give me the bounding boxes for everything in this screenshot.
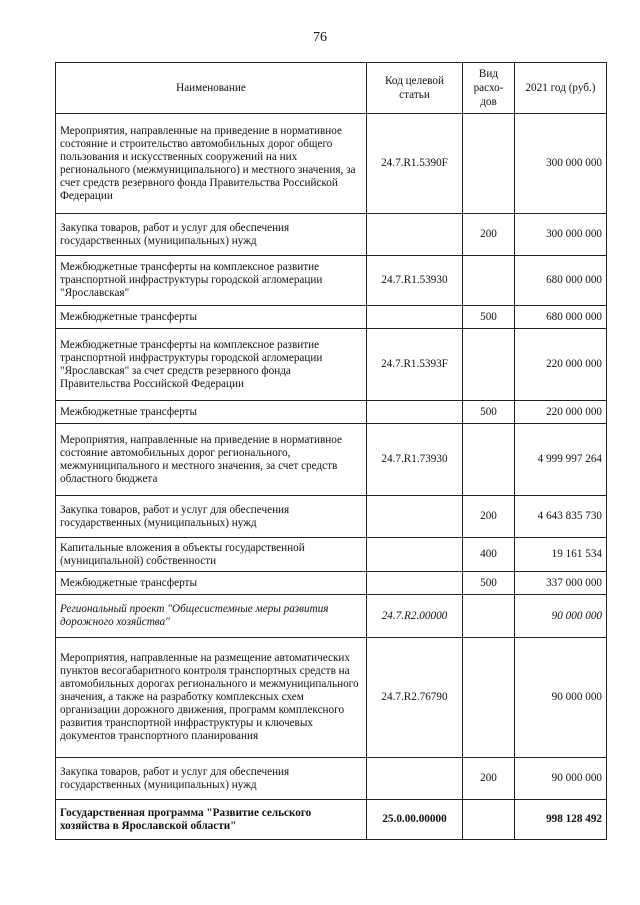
row-name-cell: Мероприятия, направленные на размещение автоматических пунктов весогабаритного контроля транспортных средств на автомобильных дорогах регионального и межмуниципального значения, а также на разработку комплексных схем организации дорожного движения, программ комплексного развития транспортной инфраструктуры и ключевых документов транспортного планирования — [56, 638, 367, 758]
row-sum-cell: 300 000 000 — [515, 214, 607, 256]
row-sum-cell: 90 000 000 — [515, 758, 607, 800]
row-sum-cell: 19 161 534 — [515, 538, 607, 572]
table-row — [56, 401, 607, 424]
header-name: Наименование — [56, 63, 367, 114]
table-row — [56, 595, 607, 638]
row-vid-cell: 500 — [463, 401, 515, 424]
table-row — [56, 306, 607, 329]
row-vid-cell: 400 — [463, 538, 515, 572]
row-sum-cell: 337 000 000 — [515, 572, 607, 595]
row-sum-cell: 4 999 997 264 — [515, 424, 607, 496]
row-sum-cell: 90 000 000 — [515, 638, 607, 758]
row-sum-cell: 4 643 835 730 — [515, 496, 607, 538]
row-name-cell: Региональный проект "Общесистемные меры развития дорожного хозяйства" — [56, 595, 367, 638]
table-row — [56, 800, 607, 840]
table-row — [56, 496, 607, 538]
row-name-cell: Капитальные вложения в объекты государственной (муниципальной) собственности — [56, 538, 367, 572]
table-row — [56, 758, 607, 800]
row-name-cell: Государственная программа "Развитие сельского хозяйства в Ярославской области" — [56, 800, 367, 840]
row-vid-cell — [463, 256, 515, 306]
row-name-cell: Межбюджетные трансферты — [56, 306, 367, 329]
row-code-cell — [367, 758, 463, 800]
budget-table — [55, 62, 607, 840]
row-vid-cell: 200 — [463, 496, 515, 538]
row-sum-cell: 90 000 000 — [515, 595, 607, 638]
table-body — [56, 114, 607, 840]
row-name-cell: Мероприятия, направленные на приведение в нормативное состояние и строительство автомобильных дорог общего пользования и искусственных сооружений на них регионального (межмуниципального) и местного значения, за счет средств резервного фонда Правительства Российской Федерации — [56, 114, 367, 214]
table-row — [56, 424, 607, 496]
row-name-cell: Межбюджетные трансферты на комплексное развитие транспортной инфраструктуры городской агломерации "Ярославская" — [56, 256, 367, 306]
row-sum-cell: 680 000 000 — [515, 256, 607, 306]
row-sum-cell: 680 000 000 — [515, 306, 607, 329]
page-number: 76 — [313, 30, 327, 45]
row-code-cell — [367, 496, 463, 538]
table-row — [56, 572, 607, 595]
row-name-cell: Межбюджетные трансферты — [56, 401, 367, 424]
row-code-cell: 25.0.00.00000 — [367, 800, 463, 840]
row-code-cell: 24.7.R1.53930 — [367, 256, 463, 306]
row-vid-cell: 200 — [463, 214, 515, 256]
row-vid-cell — [463, 638, 515, 758]
row-sum-cell: 220 000 000 — [515, 401, 607, 424]
row-code-cell: 24.7.R1.5393F — [367, 329, 463, 401]
row-vid-cell — [463, 424, 515, 496]
row-sum-cell: 998 128 492 — [515, 800, 607, 840]
table-row — [56, 256, 607, 306]
header-vid: Вид расхо-дов — [463, 63, 515, 114]
row-sum-cell: 220 000 000 — [515, 329, 607, 401]
row-code-cell — [367, 401, 463, 424]
table-row — [56, 114, 607, 214]
row-code-cell — [367, 572, 463, 595]
row-vid-cell — [463, 800, 515, 840]
row-code-cell — [367, 306, 463, 329]
row-code-cell: 24.7.R2.76790 — [367, 638, 463, 758]
row-name-cell: Межбюджетные трансферты на комплексное развитие транспортной инфраструктуры городской агломерации "Ярославская" за счет средств резервного фонда Правительства Российской Федерации — [56, 329, 367, 401]
row-name-cell: Закупка товаров, работ и услуг для обеспечения государственных (муниципальных) нужд — [56, 214, 367, 256]
row-code-cell: 24.7.R2.00000 — [367, 595, 463, 638]
table-header-row — [56, 63, 607, 114]
header-sum: 2021 год (руб.) — [515, 63, 607, 114]
table-row — [56, 538, 607, 572]
row-code-cell — [367, 538, 463, 572]
row-vid-cell: 500 — [463, 306, 515, 329]
row-vid-cell — [463, 329, 515, 401]
row-name-cell: Межбюджетные трансферты — [56, 572, 367, 595]
table-row — [56, 638, 607, 758]
row-vid-cell: 200 — [463, 758, 515, 800]
row-vid-cell: 500 — [463, 572, 515, 595]
row-sum-cell: 300 000 000 — [515, 114, 607, 214]
header-code: Код целевой статьи — [367, 63, 463, 114]
table-row — [56, 214, 607, 256]
row-code-cell: 24.7.R1.5390F — [367, 114, 463, 214]
row-name-cell: Закупка товаров, работ и услуг для обеспечения государственных (муниципальных) нужд — [56, 758, 367, 800]
table-row — [56, 329, 607, 401]
row-code-cell: 24.7.R1.73930 — [367, 424, 463, 496]
row-code-cell — [367, 214, 463, 256]
row-vid-cell — [463, 114, 515, 214]
row-name-cell: Мероприятия, направленные на приведение в нормативное состояние автомобильных дорог регионального, межмуниципального и местного значения, за счет средств областного бюджета — [56, 424, 367, 496]
row-vid-cell — [463, 595, 515, 638]
row-name-cell: Закупка товаров, работ и услуг для обеспечения государственных (муниципальных) нужд — [56, 496, 367, 538]
